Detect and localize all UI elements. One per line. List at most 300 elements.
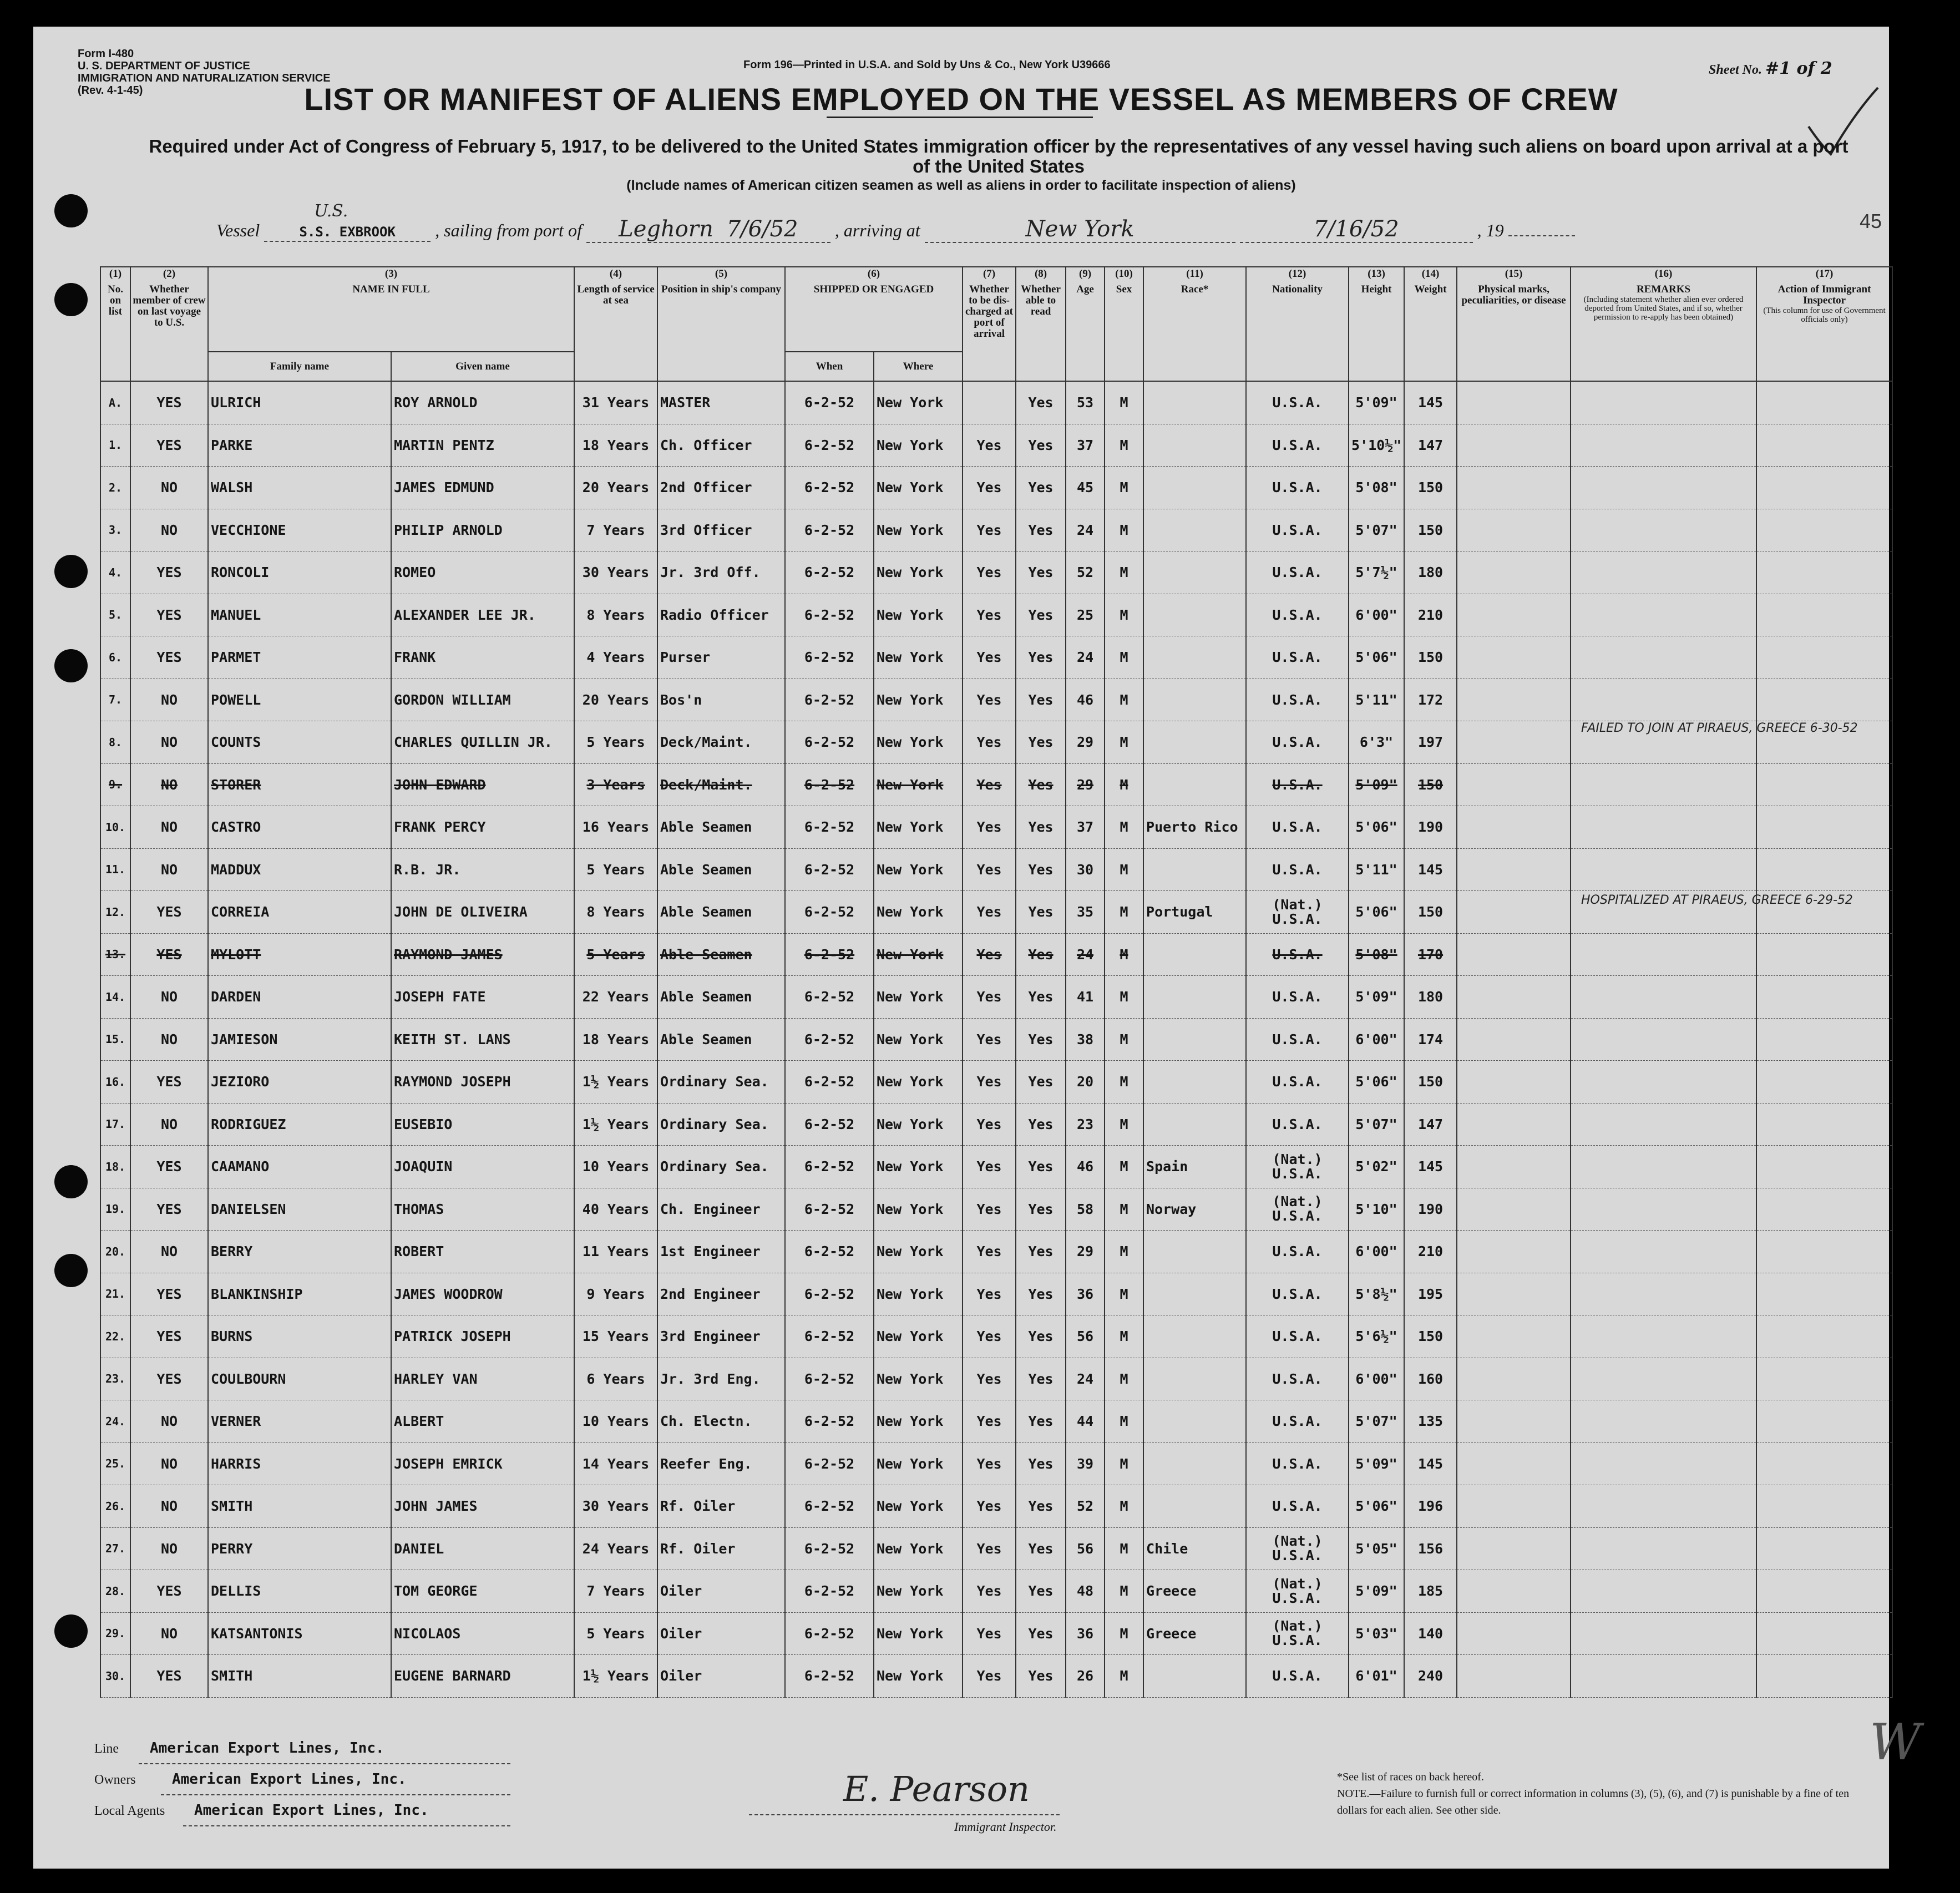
physical-marks: [1457, 509, 1571, 551]
inspector-action: [1756, 509, 1892, 551]
shipped-when: 6-2-52: [785, 1273, 874, 1315]
length-of-service: 10 Years: [574, 1400, 657, 1443]
family-name: RODRIGUEZ: [208, 1103, 391, 1146]
inspector-action: [1756, 1442, 1892, 1485]
inspector-action: [1756, 1273, 1892, 1315]
crew-table: [100, 266, 1893, 1698]
column-number: (2): [163, 268, 176, 280]
length-of-service: 1½ Years: [574, 1061, 657, 1104]
weight: 145: [1404, 848, 1457, 891]
nationality: (Nat.) U.S.A.: [1246, 1570, 1349, 1613]
race: [1143, 1655, 1246, 1698]
sex: M: [1105, 1103, 1143, 1146]
shipped-when: 6-2-52: [785, 594, 874, 636]
height: 6'00": [1349, 1018, 1404, 1061]
previous-voyage: NO: [130, 467, 208, 509]
able-to-read: Yes: [1016, 1146, 1066, 1188]
column-label: NAME IN FULL: [352, 284, 430, 295]
shipped-where: New York: [874, 1612, 963, 1655]
shipped-where: New York: [874, 1570, 963, 1613]
physical-marks: [1457, 1061, 1571, 1104]
physical-marks: [1457, 891, 1571, 934]
given-name: RAYMOND JOSEPH: [391, 1061, 574, 1104]
height: 5'05": [1349, 1527, 1404, 1570]
list-number: 9.: [100, 763, 130, 806]
physical-marks: [1457, 1103, 1571, 1146]
remarks: [1571, 848, 1756, 891]
nationality: U.S.A.: [1246, 636, 1349, 679]
discharged: Yes: [963, 1485, 1016, 1528]
nationality: U.S.A.: [1246, 381, 1349, 424]
sex: M: [1105, 679, 1143, 721]
height: 5'7½": [1349, 551, 1404, 594]
shipped-where: New York: [874, 467, 963, 509]
inspector-action: [1756, 1018, 1892, 1061]
position: Able Seamen: [657, 806, 785, 849]
height: 5'09": [1349, 976, 1404, 1019]
page-subtitle: Required under Act of Congress of February 5, 1917, to be delivered to the United States immigration officer by the representatives of any vessel having such aliens on board upon arrival at a port of the United States: [149, 136, 1848, 176]
list-number: A.: [100, 381, 130, 424]
sex: M: [1105, 424, 1143, 467]
list-number: 18.: [100, 1146, 130, 1188]
column-label: Height: [1361, 284, 1392, 295]
length-of-service: 20 Years: [574, 679, 657, 721]
race: [1143, 509, 1246, 551]
age: 46: [1066, 679, 1105, 721]
position: Able Seamen: [657, 933, 785, 976]
inspector-action: [1756, 1612, 1892, 1655]
family-name: COULBOURN: [208, 1358, 391, 1400]
able-to-read: Yes: [1016, 933, 1066, 976]
position: Reefer Eng.: [657, 1442, 785, 1485]
table-row: [100, 1061, 1892, 1104]
shipped-where: New York: [874, 636, 963, 679]
position: Ch. Electn.: [657, 1400, 785, 1443]
shipped-where: New York: [874, 1485, 963, 1528]
list-number: 5.: [100, 594, 130, 636]
previous-voyage: NO: [130, 848, 208, 891]
inspector-action: [1756, 1188, 1892, 1231]
table-row: [100, 679, 1892, 721]
position: Able Seamen: [657, 891, 785, 934]
previous-voyage: NO: [130, 976, 208, 1019]
able-to-read: Yes: [1016, 1315, 1066, 1358]
length-of-service: 7 Years: [574, 509, 657, 551]
given-name: RAYMOND JAMES: [391, 933, 574, 976]
able-to-read: Yes: [1016, 1527, 1066, 1570]
given-name: EUSEBIO: [391, 1103, 574, 1146]
race: [1143, 1315, 1246, 1358]
column-number: (10): [1115, 268, 1133, 280]
position: 2nd Officer: [657, 467, 785, 509]
inspector-action: [1756, 1485, 1892, 1528]
previous-voyage: YES: [130, 424, 208, 467]
shipped-where: New York: [874, 1018, 963, 1061]
col-no-header: [100, 267, 130, 381]
table-row: [100, 636, 1892, 679]
family-name: MADDUX: [208, 848, 391, 891]
previous-voyage: NO: [130, 1442, 208, 1485]
sex: M: [1105, 1018, 1143, 1061]
vessel-label: Vessel: [216, 220, 260, 240]
previous-voyage: YES: [130, 1061, 208, 1104]
family-name: PERRY: [208, 1527, 391, 1570]
length-of-service: 15 Years: [574, 1315, 657, 1358]
list-number: 4.: [100, 551, 130, 594]
remarks: [1571, 806, 1756, 849]
length-of-service: 11 Years: [574, 1231, 657, 1273]
sex: M: [1105, 1655, 1143, 1698]
table-row: [100, 1358, 1892, 1400]
col-10-header: [1105, 267, 1143, 381]
race: [1143, 467, 1246, 509]
family-name: VECCHIONE: [208, 509, 391, 551]
sex: M: [1105, 594, 1143, 636]
race: [1143, 1400, 1246, 1443]
sex: M: [1105, 1400, 1143, 1443]
nationality: (Nat.) U.S.A.: [1246, 1146, 1349, 1188]
given-name: FRANK PERCY: [391, 806, 574, 849]
previous-voyage: NO: [130, 806, 208, 849]
age: 24: [1066, 636, 1105, 679]
age: 58: [1066, 1188, 1105, 1231]
remarks: [1571, 1655, 1756, 1698]
physical-marks: [1457, 1188, 1571, 1231]
shipped-when: 6-2-52: [785, 1612, 874, 1655]
previous-voyage: YES: [130, 891, 208, 934]
sex: M: [1105, 1527, 1143, 1570]
year-label: , 19: [1477, 220, 1504, 240]
inspector-action: [1756, 933, 1892, 976]
nationality: U.S.A.: [1246, 1315, 1349, 1358]
physical-marks: [1457, 721, 1571, 764]
col-9-header: [1066, 267, 1105, 381]
column-number: (9): [1078, 268, 1092, 280]
age: 29: [1066, 1231, 1105, 1273]
discharged: Yes: [963, 1442, 1016, 1485]
col-name-header: [208, 267, 574, 352]
header-row: [100, 267, 1892, 352]
nationality: U.S.A.: [1246, 1061, 1349, 1104]
able-to-read: Yes: [1016, 1358, 1066, 1400]
family-name: PARMET: [208, 636, 391, 679]
length-of-service: 5 Years: [574, 933, 657, 976]
col-11-header: [1143, 267, 1246, 381]
race: Norway: [1143, 1188, 1246, 1231]
age: 23: [1066, 1103, 1105, 1146]
nationality: U.S.A.: [1246, 1273, 1349, 1315]
remarks: [1571, 1061, 1756, 1104]
height: 5'08": [1349, 467, 1404, 509]
able-to-read: Yes: [1016, 467, 1066, 509]
table-row: [100, 1103, 1892, 1146]
physical-marks: [1457, 763, 1571, 806]
footnotes: [1337, 1769, 1870, 1819]
family-name: RONCOLI: [208, 551, 391, 594]
physical-marks: [1457, 1442, 1571, 1485]
previous-voyage: YES: [130, 1358, 208, 1400]
shipped-when: 6-2-52: [785, 976, 874, 1019]
previous-voyage: NO: [130, 1612, 208, 1655]
physical-marks: [1457, 1018, 1571, 1061]
position: Able Seamen: [657, 976, 785, 1019]
length-of-service: 5 Years: [574, 1612, 657, 1655]
initial-mark: W: [1870, 1713, 1921, 1771]
remarks: [1571, 551, 1756, 594]
fine-note: NOTE.—Failure to furnish full or correct information in columns (3), (5), (6), and (7) is punishable by a fine of ten dollars for each alien. See other side.: [1337, 1788, 1850, 1816]
height: 5'07": [1349, 1103, 1404, 1146]
shipped-when: 6-2-52: [785, 763, 874, 806]
column-number: (15): [1505, 268, 1523, 280]
nationality: U.S.A.: [1246, 1655, 1349, 1698]
nationality: U.S.A.: [1246, 1018, 1349, 1061]
race: [1143, 976, 1246, 1019]
weight: 147: [1404, 424, 1457, 467]
column-number: (14): [1421, 268, 1440, 280]
sex: M: [1105, 806, 1143, 849]
given-name: CHARLES QUILLIN JR.: [391, 721, 574, 764]
position: Rf. Oiler: [657, 1485, 785, 1528]
able-to-read: Yes: [1016, 1103, 1066, 1146]
weight: 172: [1404, 679, 1457, 721]
remarks: [1571, 1527, 1756, 1570]
table-row: [100, 1400, 1892, 1443]
previous-voyage: YES: [130, 933, 208, 976]
length-of-service: 5 Years: [574, 848, 657, 891]
previous-voyage: NO: [130, 1018, 208, 1061]
nationality: U.S.A.: [1246, 509, 1349, 551]
column-detail: (This column for use of Government officials only): [1763, 306, 1886, 324]
col-16-header: [1571, 267, 1756, 381]
shipped-when: 6-2-52: [785, 721, 874, 764]
sex: M: [1105, 1570, 1143, 1613]
given-name: HARLEY VAN: [391, 1358, 574, 1400]
list-number: 2.: [100, 467, 130, 509]
race: Greece: [1143, 1570, 1246, 1613]
given-name: JOSEPH EMRICK: [391, 1442, 574, 1485]
weight: 150: [1404, 636, 1457, 679]
length-of-service: 18 Years: [574, 1018, 657, 1061]
given-name: NICOLAOS: [391, 1612, 574, 1655]
binder-hole: [54, 194, 88, 227]
discharged: Yes: [963, 1061, 1016, 1104]
position: 3rd Engineer: [657, 1315, 785, 1358]
list-number: 28.: [100, 1570, 130, 1613]
title-underline: [827, 117, 1093, 118]
height: 5'07": [1349, 1400, 1404, 1443]
owners-value: American Export Lines, Inc.: [161, 1764, 510, 1795]
age: 56: [1066, 1315, 1105, 1358]
family-name: JEZIORO: [208, 1061, 391, 1104]
age: 29: [1066, 763, 1105, 806]
able-to-read: Yes: [1016, 424, 1066, 467]
discharged: Yes: [963, 1612, 1016, 1655]
column-number: (16): [1654, 268, 1673, 280]
col-shipped-header: [785, 267, 963, 352]
family-name-header: Family name: [208, 352, 391, 381]
physical-marks: [1457, 1612, 1571, 1655]
family-name: WALSH: [208, 467, 391, 509]
remarks: [1571, 1315, 1756, 1358]
able-to-read: Yes: [1016, 1400, 1066, 1443]
nationality: U.S.A.: [1246, 467, 1349, 509]
sex: M: [1105, 1146, 1143, 1188]
age: 26: [1066, 1655, 1105, 1698]
nationality: U.S.A.: [1246, 679, 1349, 721]
column-number: (4): [609, 268, 622, 280]
shipped-when: 6-2-52: [785, 933, 874, 976]
race: [1143, 424, 1246, 467]
list-number: 7.: [100, 679, 130, 721]
col-12-header: [1246, 267, 1349, 381]
inspector-action: [1756, 1358, 1892, 1400]
shipped-where: New York: [874, 721, 963, 764]
position: 2nd Engineer: [657, 1273, 785, 1315]
previous-voyage: YES: [130, 594, 208, 636]
column-number: (17): [1815, 268, 1834, 280]
instruction-note: (Include names of American citizen seamen as well as aliens in order to facilitate inspection of aliens): [626, 178, 1296, 193]
sheet-number-label: Sheet No.: [1709, 63, 1762, 77]
length-of-service: 10 Years: [574, 1146, 657, 1188]
given-name: FRANK: [391, 636, 574, 679]
column-label: Length of service at sea: [577, 284, 655, 306]
inspector-action: [1756, 551, 1892, 594]
shipped-where: New York: [874, 1103, 963, 1146]
nationality: U.S.A.: [1246, 594, 1349, 636]
agents-label: Local Agents: [94, 1804, 165, 1818]
shipped-where: New York: [874, 976, 963, 1019]
given-name: PHILIP ARNOLD: [391, 509, 574, 551]
height: 5'11": [1349, 679, 1404, 721]
able-to-read: Yes: [1016, 1612, 1066, 1655]
list-number: 23.: [100, 1358, 130, 1400]
physical-marks: [1457, 1146, 1571, 1188]
race: [1143, 594, 1246, 636]
shipped-when: 6-2-52: [785, 1442, 874, 1485]
able-to-read: Yes: [1016, 848, 1066, 891]
family-name: SMITH: [208, 1485, 391, 1528]
previous-voyage: NO: [130, 721, 208, 764]
nationality: U.S.A.: [1246, 1231, 1349, 1273]
printer-note: Form 196—Printed in U.S.A. and Sold by Uns & Co., New York U39666: [743, 59, 1111, 71]
vessel-name: S.S. EXBROOK: [299, 224, 396, 240]
remark-row-9: FAILED TO JOIN AT PIRAEUS, GREECE 6-30-52: [1581, 721, 1858, 735]
where-header: Where: [874, 352, 963, 381]
list-number: 22.: [100, 1315, 130, 1358]
length-of-service: 30 Years: [574, 551, 657, 594]
position: Purser: [657, 636, 785, 679]
position: Ch. Officer: [657, 424, 785, 467]
shipped-where: New York: [874, 891, 963, 934]
physical-marks: [1457, 551, 1571, 594]
table-row: [100, 1231, 1892, 1273]
line-label: Line: [94, 1742, 119, 1756]
sex: M: [1105, 636, 1143, 679]
family-name: DARDEN: [208, 976, 391, 1019]
col-13-header: [1349, 267, 1404, 381]
discharged: Yes: [963, 551, 1016, 594]
weight: 180: [1404, 976, 1457, 1019]
vessel-name-prefix: U.S.: [314, 201, 348, 221]
able-to-read: Yes: [1016, 891, 1066, 934]
physical-marks: [1457, 1527, 1571, 1570]
weight: 140: [1404, 1612, 1457, 1655]
owners-label: Owners: [94, 1773, 136, 1787]
discharged: Yes: [963, 1018, 1016, 1061]
remarks: [1571, 1273, 1756, 1315]
shipped-when: 6-2-52: [785, 848, 874, 891]
shipped-where: New York: [874, 1061, 963, 1104]
previous-voyage: NO: [130, 1527, 208, 1570]
able-to-read: Yes: [1016, 721, 1066, 764]
family-name: MANUEL: [208, 594, 391, 636]
height: 5'06": [1349, 806, 1404, 849]
height: 5'10": [1349, 1188, 1404, 1231]
table-row: [100, 1273, 1892, 1315]
given-name: JOAQUIN: [391, 1146, 574, 1188]
sex: M: [1105, 467, 1143, 509]
previous-voyage: NO: [130, 1103, 208, 1146]
length-of-service: 1½ Years: [574, 1655, 657, 1698]
nationality: U.S.A.: [1246, 848, 1349, 891]
race: Chile: [1143, 1527, 1246, 1570]
year-field: [1508, 235, 1575, 236]
height: 5'06": [1349, 1061, 1404, 1104]
race: [1143, 1061, 1246, 1104]
races-note: *See list of races on back hereof.: [1337, 1771, 1484, 1783]
sex: M: [1105, 1358, 1143, 1400]
previous-voyage: YES: [130, 1570, 208, 1613]
position: Able Seamen: [657, 848, 785, 891]
family-name: MYLOTT: [208, 933, 391, 976]
nationality: U.S.A.: [1246, 551, 1349, 594]
remarks: [1571, 1400, 1756, 1443]
physical-marks: [1457, 636, 1571, 679]
weight: 197: [1404, 721, 1457, 764]
sex: M: [1105, 1061, 1143, 1104]
shipped-where: New York: [874, 594, 963, 636]
position: Jr. 3rd Eng.: [657, 1358, 785, 1400]
weight: 135: [1404, 1400, 1457, 1443]
position: Oiler: [657, 1570, 785, 1613]
physical-marks: [1457, 976, 1571, 1019]
sex: M: [1105, 763, 1143, 806]
column-number: (6): [867, 268, 880, 280]
table-row: [100, 467, 1892, 509]
weight: 170: [1404, 933, 1457, 976]
height: 6'01": [1349, 1655, 1404, 1698]
position: Radio Officer: [657, 594, 785, 636]
age: 24: [1066, 1358, 1105, 1400]
nationality: (Nat.) U.S.A.: [1246, 891, 1349, 934]
race: [1143, 1358, 1246, 1400]
discharged: Yes: [963, 763, 1016, 806]
inspector-signature: E. Pearson: [843, 1769, 1030, 1809]
sex: M: [1105, 848, 1143, 891]
length-of-service: 22 Years: [574, 976, 657, 1019]
shipped-where: New York: [874, 1188, 963, 1231]
weight: 150: [1404, 467, 1457, 509]
shipped-where: New York: [874, 1442, 963, 1485]
sex: M: [1105, 551, 1143, 594]
length-of-service: 16 Years: [574, 806, 657, 849]
inspector-action: [1756, 1400, 1892, 1443]
physical-marks: [1457, 848, 1571, 891]
column-label: Age: [1076, 284, 1094, 295]
given-name: JOHN JAMES: [391, 1485, 574, 1528]
shipped-where: New York: [874, 1400, 963, 1443]
family-name: POWELL: [208, 679, 391, 721]
